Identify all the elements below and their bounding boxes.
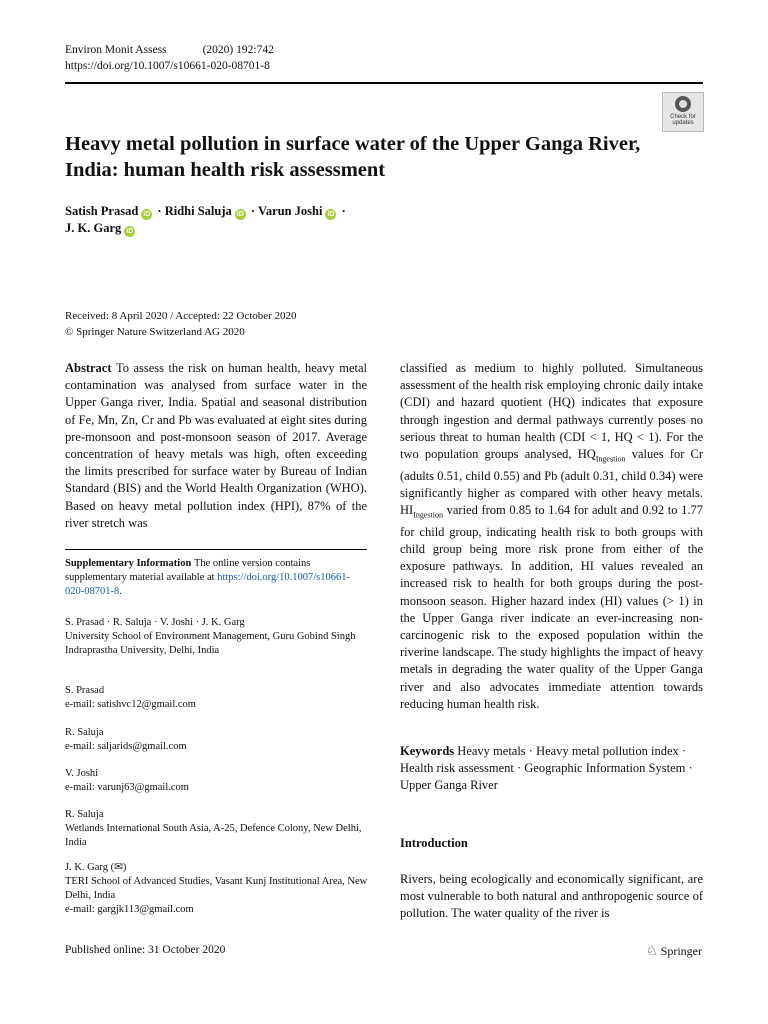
copyright: © Springer Nature Switzerland AG 2020: [65, 326, 245, 338]
author-separator: ·: [341, 204, 346, 218]
affiliation-institution: University School of Environment Management, Guru Gobind Singh Indraprastha University, Delhi, India: [65, 631, 356, 656]
supplementary-info: [65, 557, 367, 599]
introduction-heading: Introduction: [400, 836, 468, 850]
journal-citation: (2020) 192:742: [202, 44, 274, 56]
author-2[interactable]: Ridhi Saluja: [164, 204, 232, 218]
subscript-ingestion: Ingestion: [413, 510, 443, 520]
contact-saluja-wetlands: [65, 808, 370, 850]
keywords-text: Heavy metals · Heavy metal pollution index · Health risk assessment · Geographic Information System · Upper Ganga River: [400, 744, 693, 793]
header-rule: [65, 82, 703, 84]
author-1[interactable]: Satish Prasad: [65, 204, 139, 218]
contact-email[interactable]: e-mail: varunj63@gmail.com: [65, 782, 189, 793]
article-dates: [65, 308, 297, 340]
introduction-text: Rivers, being ecologically and economically significant, are most vulnerable to both natural and anthropogenic source of pollution. The water quality of the river is: [400, 872, 703, 921]
contact-name: V. Joshi: [65, 768, 99, 779]
subscript-ingestion: Ingestion: [595, 454, 626, 464]
check-for-updates-badge[interactable]: [662, 92, 704, 132]
contact-institution: Wetlands International South Asia, A-25, Defence Colony, New Delhi, India: [65, 823, 362, 848]
contact-prasad: [65, 684, 370, 712]
supplementary-text: The online version contains supplementary material available at: [65, 558, 311, 583]
footnote-rule: [65, 549, 367, 550]
journal-name: Environ Monit Assess: [65, 44, 167, 56]
publisher-name: Springer: [660, 944, 702, 958]
orcid-icon[interactable]: iD: [143, 211, 151, 218]
author-4[interactable]: J. K. Garg: [65, 221, 122, 235]
contact-email[interactable]: e-mail: satishvc12@gmail.com: [65, 699, 196, 710]
abstract-text-right-3: varied from 0.85 to 1.64 for adult and 0.92 to 1.77 for child group, indicating health risk to both groups with child group being more risk prone from either of the exposure pathways. In addition, HI values revealed an increased risk to health for both groups during the post-monsoon season. Higher hazard index (HI) values (> 1) in the Upper Ganga river indicate an ever-increasing non-carcinogenic risk to the exposed population within the riverine landscape. The study highlights the impact of heavy metals in degrading the water quality of the Upper Ganga river and also advocates immediate attention towards reducing human health risk.: [400, 503, 703, 711]
abstract-right: [400, 360, 703, 713]
orcid-icon[interactable]: iD: [327, 211, 335, 218]
received-accepted: Received: 8 April 2020 / Accepted: 22 October 2020: [65, 310, 297, 322]
springer-horse-icon: ♘: [646, 943, 658, 958]
author-separator: ·: [250, 204, 256, 218]
abstract-text-right-1: classified as medium to highly polluted. Simultaneous assessment of the health risk employing chronic daily intake (CDI) and hazard quotient (HQ) indicates that exposure through ingestion and dermal pathways currently poses no serious threat to human health (CDI < 1, HQ < 1). For the two population groups analysed, HQ: [400, 361, 703, 462]
supplementary-label: Supplementary Information: [65, 558, 192, 569]
contact-joshi: [65, 767, 370, 795]
contact-name: R. Saluja: [65, 727, 104, 738]
abstract-text-left: To assess the risk on human health, heavy metal contamination was analysed from surface water in the Upper Ganga river, India. Spatial and seasonal distribution of Fe, Mn, Zn, Cr and Pb was evaluated at eight sites during pre-monsoon and post-monsoon season of 2017. Average concentration of heavy metals was high, often exceeding the limits prescribed for surface water by Bureau of Indian Standard (BIS) and the World Health Organization (WHO). Based on heavy metal pollution index (HPI), 87% of the river stretch was: [65, 361, 368, 530]
abstract-label: Abstract: [65, 361, 112, 375]
check-label-1: Check for: [670, 114, 696, 120]
check-label-2: updates: [672, 120, 694, 126]
author-3[interactable]: Varun Joshi: [257, 204, 323, 218]
author-separator: ·: [157, 204, 162, 218]
keywords-label: Keywords: [400, 744, 455, 758]
supplementary-link[interactable]: https://doi.org/10.1007/s10661-020-08701-8: [65, 572, 351, 597]
orcid-icon[interactable]: iD: [126, 228, 134, 235]
affiliation-group: [65, 616, 370, 658]
abstract-left: [65, 360, 367, 532]
contact-garg: [65, 861, 370, 917]
article-title: Heavy metal pollution in surface water of the Upper Ganga River, India: human health risk assessment: [65, 133, 641, 181]
contact-name: S. Prasad: [65, 685, 105, 696]
orcid-icon[interactable]: iD: [236, 211, 244, 218]
author-list: [65, 203, 465, 237]
contact-name: J. K. Garg: [65, 862, 108, 873]
update-ring-icon: [675, 96, 691, 112]
journal-header: [65, 42, 274, 74]
abstract-text-right-2: values for Cr (adults 0.51, child 0.55) and Pb (adult 0.31, child 0.34) were significantly higher as compared with other heavy metals. HI: [400, 447, 704, 518]
contact-institution: TERI School of Advanced Studies, Vasant Kunj Institutional Area, New Delhi, India: [65, 876, 368, 901]
contact-email[interactable]: e-mail: saljarids@gmail.com: [65, 741, 187, 752]
published-online: Published online: 31 October 2020: [65, 944, 226, 956]
supplementary-end: .: [119, 586, 122, 597]
contact-name: R. Saluja: [65, 809, 104, 820]
mail-icon: (✉): [110, 862, 127, 873]
contact-saluja: [65, 726, 370, 754]
article-doi[interactable]: https://doi.org/10.1007/s10661-020-08701-8: [65, 60, 270, 72]
keywords: [400, 743, 703, 795]
springer-logo: [646, 943, 702, 959]
affiliation-names: S. Prasad · R. Saluja · V. Joshi · J. K. Garg: [65, 617, 245, 628]
contact-email[interactable]: e-mail: gargjk113@gmail.com: [65, 904, 194, 915]
